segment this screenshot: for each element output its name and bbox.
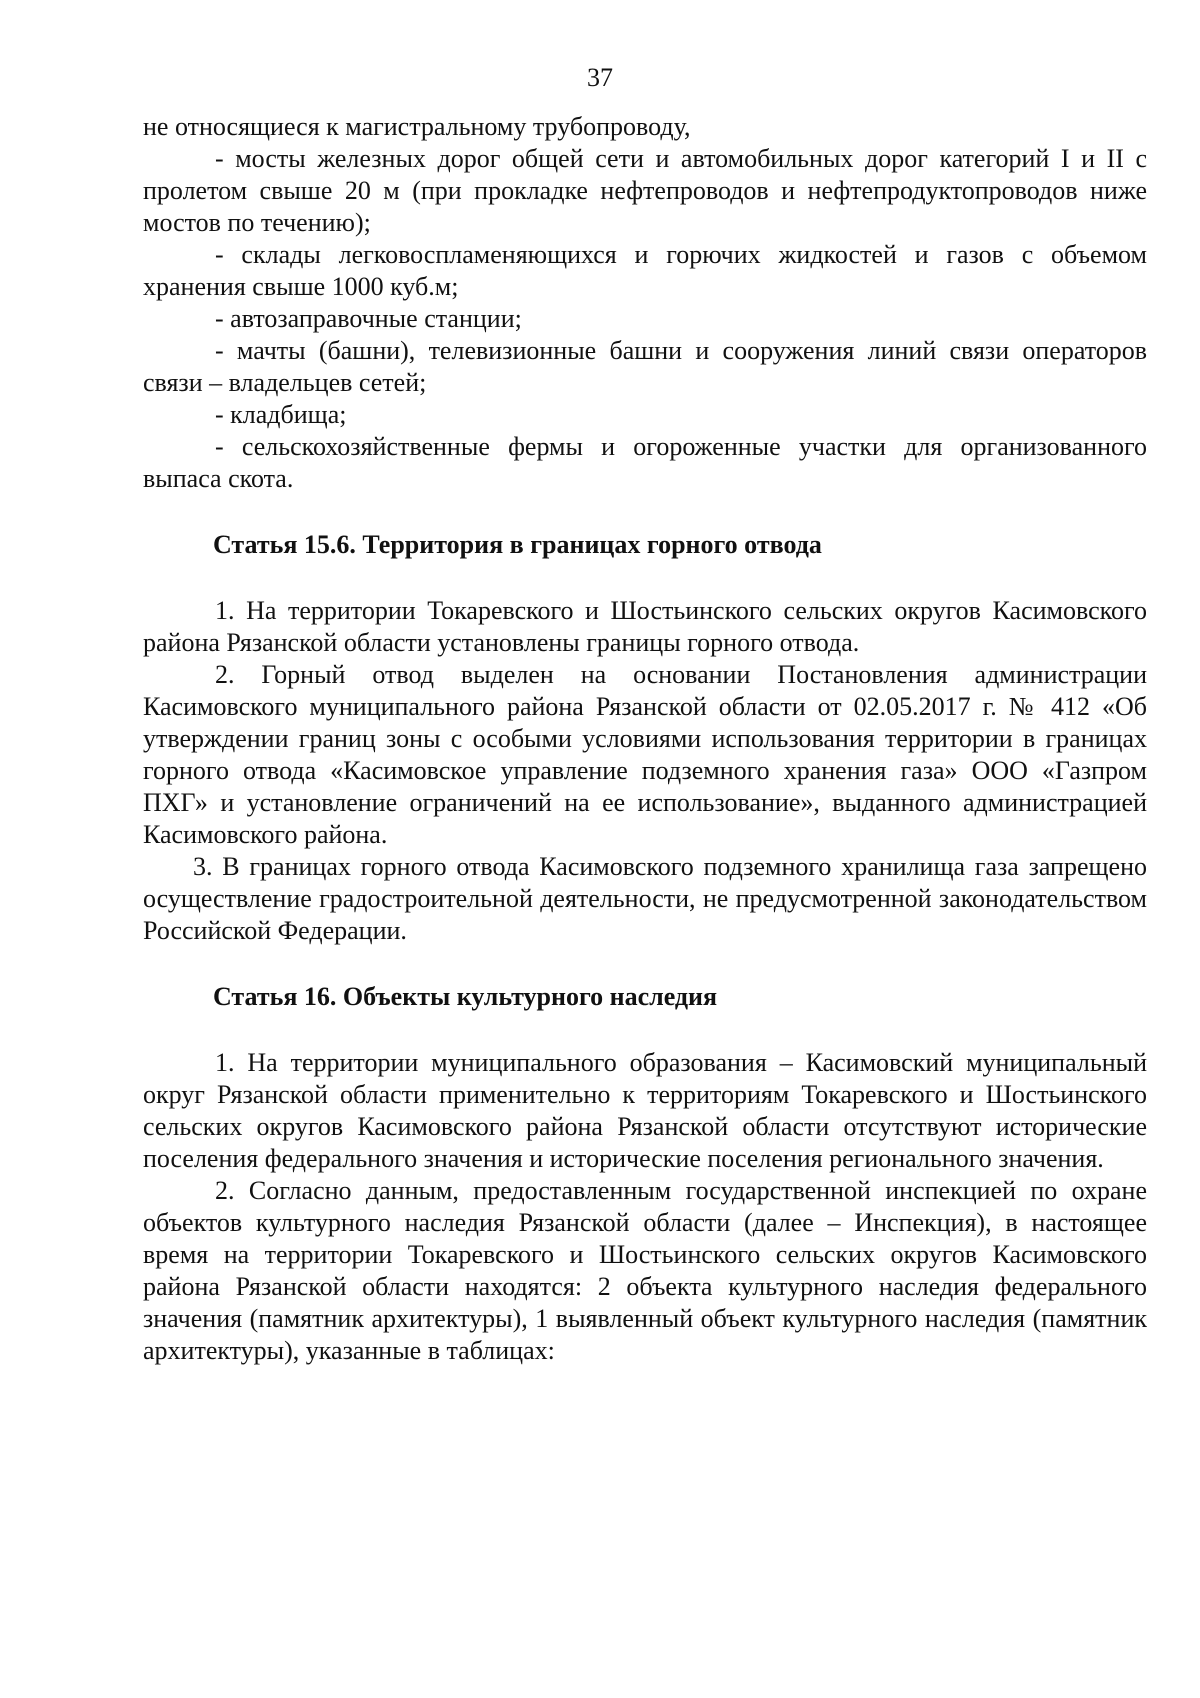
- page-number: 37: [587, 63, 613, 92]
- article-heading: Статья 16. Объекты культурного наследия: [213, 982, 718, 1011]
- list-item: - мачты (башни), телевизионные башни и сооружения линий связи операторов связи – владельцев сетей;: [143, 336, 1147, 397]
- list-item: - автозаправочные станции;: [215, 304, 522, 333]
- paragraph: 1. На территории Токаревского и Шостьинского сельских округов Касимовского района Рязанской области установлены границы горного отвода.: [143, 596, 1147, 657]
- paragraph: 1. На территории муниципального образования – Касимовский муниципальный округ Рязанской области применительно к территориям Токаревского и Шостьинского сельских округов Касимовского района Рязанской области отсутствуют исторические поселения федерального значения и исторические поселения регионального значения.: [143, 1048, 1147, 1173]
- paragraph: 2. Горный отвод выделен на основании Постановления администрации Касимовского муниципального района Рязанской области от 02.05.2017 г. № 412 «Об утверждении границ зоны с особыми условиями использования территории в границах горного отвода «Касимовское управление подземного хранения газа» ООО «Газпром ПХГ» и установление ограничений на ее использование», выданного администрацией Касимовского района.: [143, 660, 1147, 849]
- paragraph: 3. В границах горного отвода Касимовского подземного хранилища газа запрещено осуществление градостроительной деятельности, не предусмотренной законодательством Российской Федерации.: [143, 852, 1147, 945]
- article-heading: Статья 15.6. Территория в границах горного отвода: [213, 530, 822, 559]
- paragraph: 2. Согласно данным, предоставленным государственной инспекцией по охране объектов культурного наследия Рязанской области (далее – Инспекция), в настоящее время на территории Токаревского и Шостьинского сельских округов Касимовского района Рязанской области находятся: 2 объекта культурного наследия федерального значения (памятник архитектуры), 1 выявленный объект культурного наследия (памятник архитектуры), указанные в таблицах:: [143, 1176, 1147, 1365]
- list-item: - кладбища;: [215, 400, 347, 429]
- list-item: - склады легковоспламеняющихся и горючих жидкостей и газов с объемом хранения свыше 1000 куб.м;: [143, 240, 1147, 301]
- list-item: - мосты железных дорог общей сети и автомобильных дорог категорий I и II с пролетом свыше 20 м (при прокладке нефтепроводов и нефтепродуктопроводов ниже мостов по течению);: [143, 144, 1147, 237]
- document-body: [143, 111, 1147, 1367]
- list-item: - сельскохозяйственные фермы и огороженные участки для организованного выпаса скота.: [143, 432, 1147, 493]
- paragraph: не относящиеся к магистральному трубопроводу,: [143, 112, 691, 141]
